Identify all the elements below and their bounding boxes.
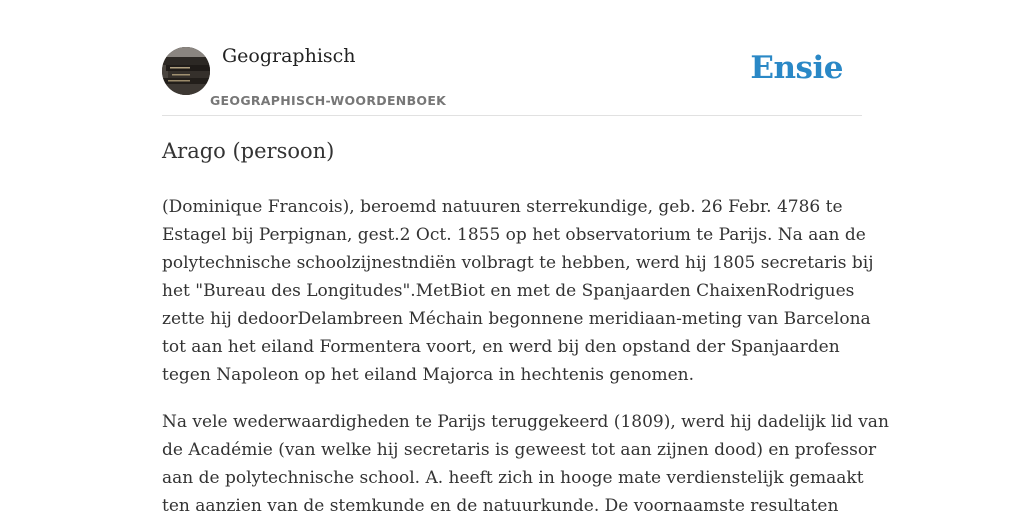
brand-logo[interactable]: Ensie xyxy=(750,50,843,86)
text-line: Na vele wederwaardigheden te Parijs teruggekeerd (1809), werd hij dadelijk lid van xyxy=(162,412,889,432)
source-header xyxy=(162,0,862,116)
text-line: aan de polytechnische school. A. heeft zich in hooge mate verdienstelijk gemaakt xyxy=(162,468,864,488)
books-icon xyxy=(162,47,210,95)
source-avatar[interactable] xyxy=(162,47,210,95)
paragraph xyxy=(162,193,874,389)
text-line: tegen Napoleon op het eiland Majorca in hechtenis genomen. xyxy=(162,365,695,385)
text-line: het "Bureau des Longitudes".MetBiot en met de Spanjaarden ChaixenRodrigues xyxy=(162,281,855,301)
content-container xyxy=(162,0,889,512)
text-line: (Dominique Francois), beroemd natuuren sterrekundige, geb. 26 Febr. 4786 te xyxy=(162,197,843,217)
text-line: zette hij dedoorDelambreen Méchain begonnene meridiaan-meting van Barcelona xyxy=(162,309,871,329)
source-name[interactable]: Geographisch xyxy=(222,45,356,67)
text-line: de Académie (van welke hij secretaris is geweest tot aan zijnen dood) en professor xyxy=(162,440,877,460)
text-line: Estagel bij Perpignan, gest.2 Oct. 1855 op het observatorium te Parijs. Na aan de xyxy=(162,225,866,245)
source-subtitle[interactable]: GEOGRAPHISCH-WOORDENBOEK xyxy=(210,93,447,108)
text-line: polytechnische schoolzijnestndiën volbragt te hebben, werd hij 1805 secretaris bij xyxy=(162,253,874,273)
text-line: tot aan het eiland Formentera voort, en werd bij den opstand der Spanjaarden xyxy=(162,337,840,357)
text-line: ten aanzien van de stemkunde en de natuurkunde. De voornaamste resultaten xyxy=(162,496,839,512)
article-title: Arago (persoon) xyxy=(162,139,335,163)
paragraph xyxy=(162,408,889,512)
article-body xyxy=(162,193,889,512)
